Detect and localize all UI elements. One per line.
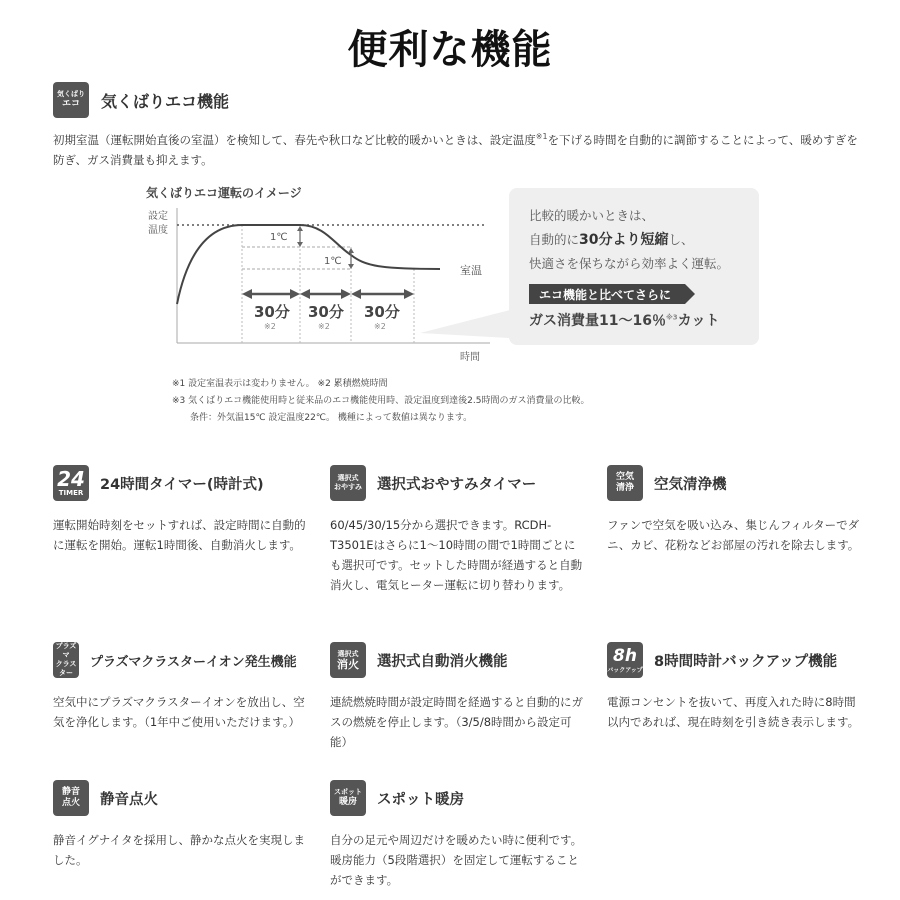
sleep-timer-icon (330, 465, 366, 501)
feature-title: 選択式おやすみタイマー (377, 476, 537, 493)
callout-highlight: 30分より短縮 (579, 232, 669, 248)
badge-line-1: 静音 (61, 787, 80, 797)
badge-line-1: 24 (57, 466, 85, 491)
badge-line-2: おやすみ (334, 483, 362, 491)
badge-line-2: バックアップ (607, 666, 643, 674)
badge-line-2: 点火 (61, 798, 80, 808)
savings-text: ガス消費量11～16％ (529, 313, 666, 329)
feature-title: 選択式自動消火機能 (377, 653, 508, 670)
feature-sleep-timer (330, 465, 585, 595)
feature-auto-shutoff (330, 642, 585, 752)
clock-backup-8h-icon (607, 642, 643, 678)
svg-text:設定: 設定 (148, 211, 168, 222)
intro-footnote-ref: ※1 (535, 132, 548, 142)
badge-line-1: 空気 (615, 472, 634, 482)
svg-text:室温: 室温 (460, 264, 482, 277)
footnotes (172, 376, 589, 427)
intro-text-1: 初期室温（運転開始直後の室温）を検知して、春先や秋口など比較的暖かいときは、設定温度 (53, 133, 536, 147)
footnote-1-2: ※1 設定室温表示は変わりません。 ※2 累積燃焼時間 (172, 379, 388, 389)
feature-clock-backup (607, 642, 862, 732)
quiet-ignition-icon (53, 780, 89, 816)
badge-line-1: 8h (613, 645, 637, 666)
eco-section-title: 気くばりエコ機能 (101, 91, 230, 111)
savings-suffix: カット (677, 313, 720, 329)
feature-desc: 電源コンセントを抜いて、再度入れた時に8時間以内であれば、現在時刻を引き続き表示します。 (607, 695, 860, 729)
svg-text:30分: 30分 (254, 303, 290, 321)
eco-badge-icon (53, 82, 89, 118)
callout-line-2-pre: 自動的に (529, 232, 580, 247)
badge-line-1: 選択式 (337, 474, 359, 482)
badge-line-2: 消火 (337, 658, 359, 671)
feature-24h-timer (53, 465, 308, 555)
feature-plasmacluster (53, 642, 308, 732)
badge-line-1: プラズマ (55, 642, 77, 659)
svg-text:※2: ※2 (318, 322, 330, 331)
drop-label-1: 1℃ (270, 232, 288, 243)
callout-savings (529, 310, 759, 330)
eco-intro (53, 130, 863, 170)
feature-desc: 60/45/30/15分から選択できます。RCDH-T3501Eはさらに1～10時間の間で1時間ごとにも選択可です。セットした時間が経過すると自動消火し、電気ヒーター運転に切り替わります。 (330, 518, 583, 592)
feature-title: スポット暖房 (377, 791, 464, 808)
spot-heating-icon (330, 780, 366, 816)
callout-tag: エコ機能と比べてさらに (529, 284, 685, 304)
drop-label-2: 1℃ (324, 256, 342, 267)
svg-text:温度: 温度 (148, 225, 168, 236)
feature-desc: 自分の足元や周辺だけを暖めたい時に便利です。暖房能力（5段階選択）を固定して運転することができます。 (330, 833, 583, 887)
badge-line-1: スポット (334, 788, 362, 796)
feature-desc: 静音イグナイタを採用し、静かな点火を実現しました。 (53, 833, 305, 867)
feature-desc: ファンで空気を吸い込み、集じんフィルターでダニ、カビ、花粉などお部屋の汚れを除去します。 (607, 518, 860, 552)
badge-line-2: クラスター (55, 660, 77, 677)
timer-24-icon (53, 465, 89, 501)
feature-title: 24時間タイマー(時計式) (100, 476, 264, 493)
auto-shutoff-icon (330, 642, 366, 678)
callout-line-3: 快適さを保ちながら効率よく運転。 (529, 256, 730, 271)
plasmacluster-icon (53, 642, 79, 678)
eco-callout (509, 188, 759, 345)
eco-chart (140, 200, 510, 365)
chart-title: 気くばりエコ運転のイメージ (146, 186, 302, 200)
eco-section-header (53, 82, 229, 118)
badge-line-2: 清浄 (615, 483, 634, 493)
badge-line-2: 暖房 (338, 797, 357, 807)
feature-title: 空気清浄機 (654, 476, 727, 493)
intro-text-2: を下げる時間を自動的に調節することによって、暖めすぎを防ぎ、ガス消費量も抑えます。 (53, 133, 858, 167)
callout-line-2-post: し、 (668, 232, 694, 247)
badge-line-1: 選択式 (337, 650, 359, 658)
badge-line-2: TIMER (58, 488, 84, 497)
svg-text:30分: 30分 (308, 303, 344, 321)
footnote-3: ※3 気くばりエコ機能使用時と従来品のエコ機能使用時、設定温度到達後2.5時間のガス消費量の比較。 (172, 396, 590, 406)
callout-line-2 (529, 228, 759, 252)
air-purifier-icon (607, 465, 643, 501)
feature-title: プラズマクラスターイオン発生機能 (90, 654, 297, 670)
feature-title: 静音点火 (100, 791, 158, 808)
feature-title: 8時間時計バックアップ機能 (654, 653, 838, 670)
badge-line-1: 気くばり (57, 90, 85, 98)
feature-quiet-ignition (53, 780, 308, 870)
feature-air-purifier (607, 465, 862, 555)
page-title: 便利な機能 (347, 27, 553, 73)
callout-line-1: 比較的暖かいときは、 (529, 208, 655, 223)
footnote-3-conditions: 条件：外気温15℃ 設定温度22℃。 機種によって数値は異なります。 (190, 413, 473, 423)
feature-spot-heating (330, 780, 585, 890)
svg-text:30分: 30分 (364, 303, 400, 321)
svg-text:時間: 時間 (460, 352, 480, 363)
feature-desc: 連続燃焼時間が設定時間を経過すると自動的にガスの燃焼を停止します。（3/5/8時間から設定可能） (330, 695, 583, 749)
feature-desc: 空気中にプラズマクラスターイオンを放出し、空気を浄化します。（1年中ご使用いただけます。） (53, 695, 305, 729)
badge-line-2: エコ (61, 99, 80, 109)
savings-footnote-ref: ※3 (665, 313, 678, 322)
svg-text:※2: ※2 (374, 322, 386, 331)
feature-desc: 運転開始時刻をセットすれば、設定時間に自動的に運転を開始。運転1時間後、自動消火します。 (53, 518, 306, 552)
svg-text:※2: ※2 (264, 322, 276, 331)
